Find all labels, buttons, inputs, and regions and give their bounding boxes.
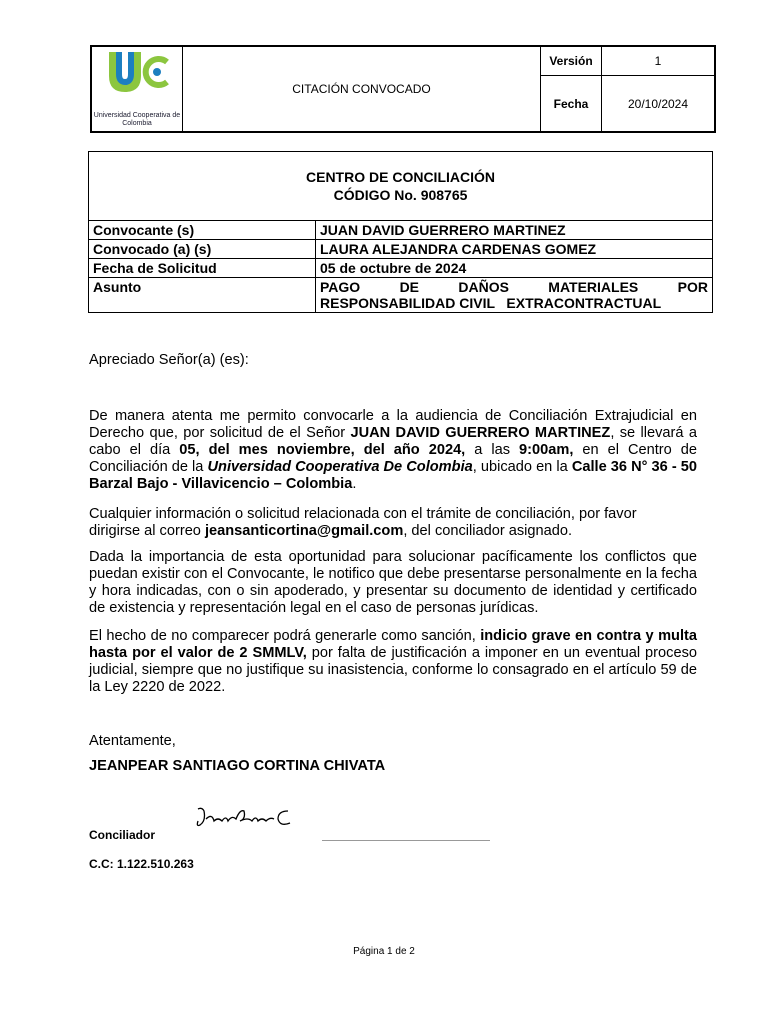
page-number: Página 1 de 2 — [353, 946, 415, 957]
p1-hearing-date: 05, del mes noviembre, del año 2024, — [179, 442, 466, 458]
center-code: CÓDIGO No. 908765 — [333, 187, 468, 203]
p1-university: Universidad Cooperativa De Colombia — [207, 459, 473, 475]
asunto-word: MATERIALES — [548, 279, 639, 295]
paragraph-2 — [89, 506, 669, 540]
table-row — [89, 240, 713, 259]
p1-hearing-time: 9:00am, — [519, 442, 574, 458]
signature-line — [322, 840, 490, 841]
document-title: CITACIÓN CONVOCADO — [183, 46, 541, 132]
version-value: 1 — [602, 46, 716, 76]
center-heading — [89, 152, 713, 221]
p1-text: , ubicado en la — [472, 459, 572, 475]
convocado-label: Convocado (a) (s) — [89, 240, 316, 259]
p1-text: De manera atenta me permito convocarle a la audiencia de Conciliación Extrajudicial en Derecho que, por solicitud de el Señor — [89, 408, 697, 441]
asunto-line-2: RESPONSABILIDAD CIVIL EXTRACONTRACTUAL — [320, 295, 662, 311]
p2-text: Cualquier información o solicitud relacionada con el trámite de conciliación, por favor dirigirse al correo — [89, 506, 637, 539]
logo-caption: Universidad Cooperativa de Colombia — [93, 112, 181, 127]
paragraph-3: Dada la importancia de esta oportunidad para solucionar pacíficamente los conflictos que puedan existir con el Convocante, le notifico que debe presentarse personalmente en la fecha y hora indicadas, con o sin apoderado, y presentar su documento de identidad y certificado de existencia y representación legal en el caso de personas jurídicas. — [89, 549, 697, 616]
asunto-word: DAÑOS — [458, 279, 509, 295]
university-logo-icon — [97, 50, 177, 108]
paragraph-1 — [89, 408, 697, 493]
asunto-word: PAGO — [320, 279, 361, 295]
p1-text: . — [352, 476, 357, 492]
greeting: Apreciado Señor(a) (es): — [89, 352, 249, 368]
asunto-word: POR — [677, 279, 708, 295]
asunto-word: DE — [399, 279, 420, 295]
table-row — [89, 278, 713, 313]
convocante-label: Convocante (s) — [89, 221, 316, 240]
document-header — [90, 45, 716, 133]
paragraph-4 — [89, 628, 697, 696]
table-row — [89, 221, 713, 240]
convocado-value: LAURA ALEJANDRA CARDENAS GOMEZ — [316, 240, 713, 259]
p2-text: , del conciliador asignado. — [403, 523, 573, 539]
p1-text: , se llevará a cabo el día — [89, 425, 697, 458]
fecha-label: Fecha de Solicitud — [89, 259, 316, 278]
fecha-value: 05 de octubre de 2024 — [316, 259, 713, 278]
logo-cell — [91, 46, 183, 132]
case-info-table — [88, 151, 713, 313]
table-row — [89, 259, 713, 278]
p4-text: por falta de justificación a imponer en un eventual proceso judicial, siempre que no justifique su inasistencia, conforme lo consagrado en el artículo 59 de la Ley 2220 de 2022. — [89, 645, 697, 695]
signer-name: JEANPEAR SANTIAGO CORTINA CHIVATA — [89, 758, 386, 774]
version-label: Versión — [541, 46, 602, 76]
asunto-value — [316, 278, 713, 313]
p1-address: Calle 36 N° 36 - 50 Barzal Bajo - Villavicencio – Colombia — [89, 459, 697, 492]
convocante-value: JUAN DAVID GUERRERO MARTINEZ — [316, 221, 713, 240]
p4-sanction: indicio grave en contra y multa hasta por el valor de 2 SMMLV, — [89, 628, 697, 661]
p1-text: en el Centro de Conciliación de la — [89, 442, 697, 475]
center-name: CENTRO DE CONCILIACIÓN — [306, 169, 495, 185]
asunto-line-1 — [320, 279, 708, 295]
p4-text: El hecho de no comparecer podrá generarle como sanción, — [89, 628, 481, 644]
date-label: Fecha — [541, 76, 602, 133]
conciliator-email: jeansanticortina@gmail.com — [204, 523, 404, 539]
id-number: C.C: 1.122.510.263 — [89, 857, 194, 871]
date-value: 20/10/2024 — [602, 76, 716, 133]
p1-convocante-name: JUAN DAVID GUERRERO MARTINEZ — [350, 425, 611, 441]
asunto-label: Asunto — [89, 278, 316, 313]
p1-text: a las — [465, 442, 520, 458]
closing: Atentamente, — [89, 733, 176, 749]
signature-icon — [192, 803, 302, 833]
role-label: Conciliador — [89, 828, 156, 842]
